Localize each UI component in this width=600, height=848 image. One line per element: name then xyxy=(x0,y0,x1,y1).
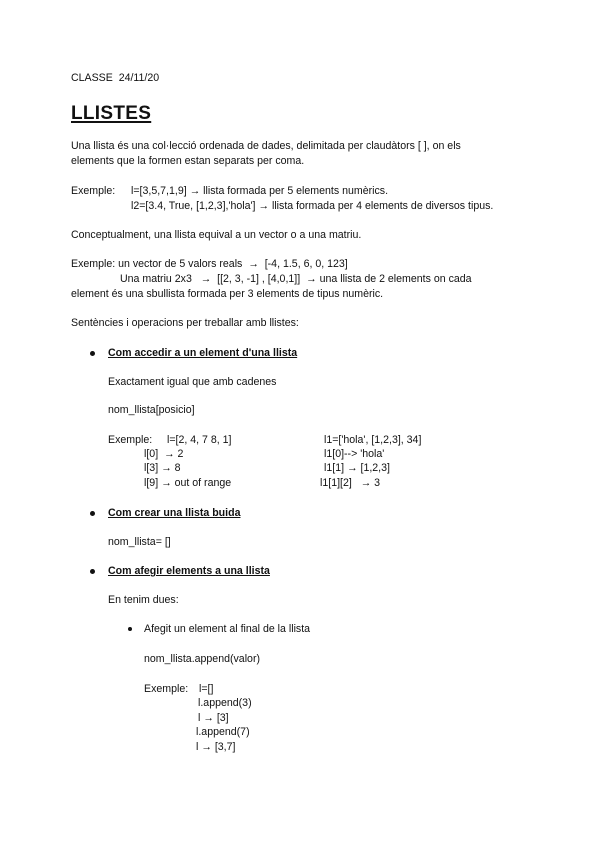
intro-line-2: elements que la formen estan separats per coma. xyxy=(71,155,305,167)
example2-line-3: element és una sbullista formada per 3 elements de tipus numèric. xyxy=(71,288,384,300)
section-heading-access: Com accedir a un element d'una llista xyxy=(108,347,298,359)
add-example-label: Exemple: xyxy=(144,683,189,695)
operations-intro: Sentències i operacions per treballar amb llistes: xyxy=(71,317,299,329)
access-right-3: l1[1][2] → 3 xyxy=(320,477,381,489)
add-example-0: l=[] xyxy=(199,683,214,695)
bullet-dot xyxy=(90,511,95,516)
add-example-4: l → [3,7] xyxy=(196,741,236,753)
add-sub-item: Afegit un element al final de la llista xyxy=(144,623,311,635)
access-right-0: l1=['hola', [1,2,3], 34] xyxy=(324,434,422,446)
section-heading-add: Com afegir elements a una llista xyxy=(108,565,270,577)
access-syntax: nom_llista[posicio] xyxy=(108,404,195,416)
add-example-2: l → [3] xyxy=(198,712,229,724)
example1-label: Exemple: xyxy=(71,185,116,197)
example2-line-1: Exemple: un vector de 5 valors reals → [-4, 1.5, 6, 0, 123] xyxy=(71,258,348,270)
access-left-1: l[0] → 2 xyxy=(144,448,184,460)
example1-line-1: l=[3,5,7,1,9] → llista formada per 5 elements numèrics. xyxy=(131,185,389,197)
concept-line: Conceptualment, una llista equival a un vector o a una matriu. xyxy=(71,229,362,241)
example1-line-2: l2=[3.4, True, [1,2,3],'hola'] → llista formada per 4 elements de diversos tipus. xyxy=(131,200,494,212)
access-text-1: Exactament igual que amb cadenes xyxy=(108,376,277,388)
add-syntax: nom_llista.append(valor) xyxy=(144,653,261,665)
sub-bullet-dot xyxy=(128,627,132,631)
add-text: En tenim dues: xyxy=(108,594,179,606)
class-date: CLASSE 24/11/20 xyxy=(71,72,160,84)
access-right-2: l1[1] → [1,2,3] xyxy=(324,462,390,474)
page-title: LLISTES xyxy=(71,103,152,124)
example2-line-2: Una matriu 2x3 → [[2, 3, -1] , [4,0,1]] → una llista de 2 elements on cada xyxy=(120,273,472,285)
create-syntax: nom_llista= [] xyxy=(108,536,171,548)
access-right-1: l1[0]--> 'hola' xyxy=(324,448,385,460)
section-heading-create: Com crear una llista buida xyxy=(108,507,241,519)
access-left-0: l=[2, 4, 7 8, 1] xyxy=(167,434,232,446)
bullet-dot xyxy=(90,569,95,574)
access-example-label: Exemple: xyxy=(108,434,153,446)
add-example-3: l.append(7) xyxy=(196,726,250,738)
add-example-1: l.append(3) xyxy=(198,697,252,709)
access-left-2: l[3] → 8 xyxy=(144,462,181,474)
access-left-3: l[9] → out of range xyxy=(144,477,232,489)
intro-line-1: Una llista és una col·lecció ordenada de dades, delimitada per claudàtors [ ], on els xyxy=(71,140,461,152)
bullet-dot xyxy=(90,351,95,356)
